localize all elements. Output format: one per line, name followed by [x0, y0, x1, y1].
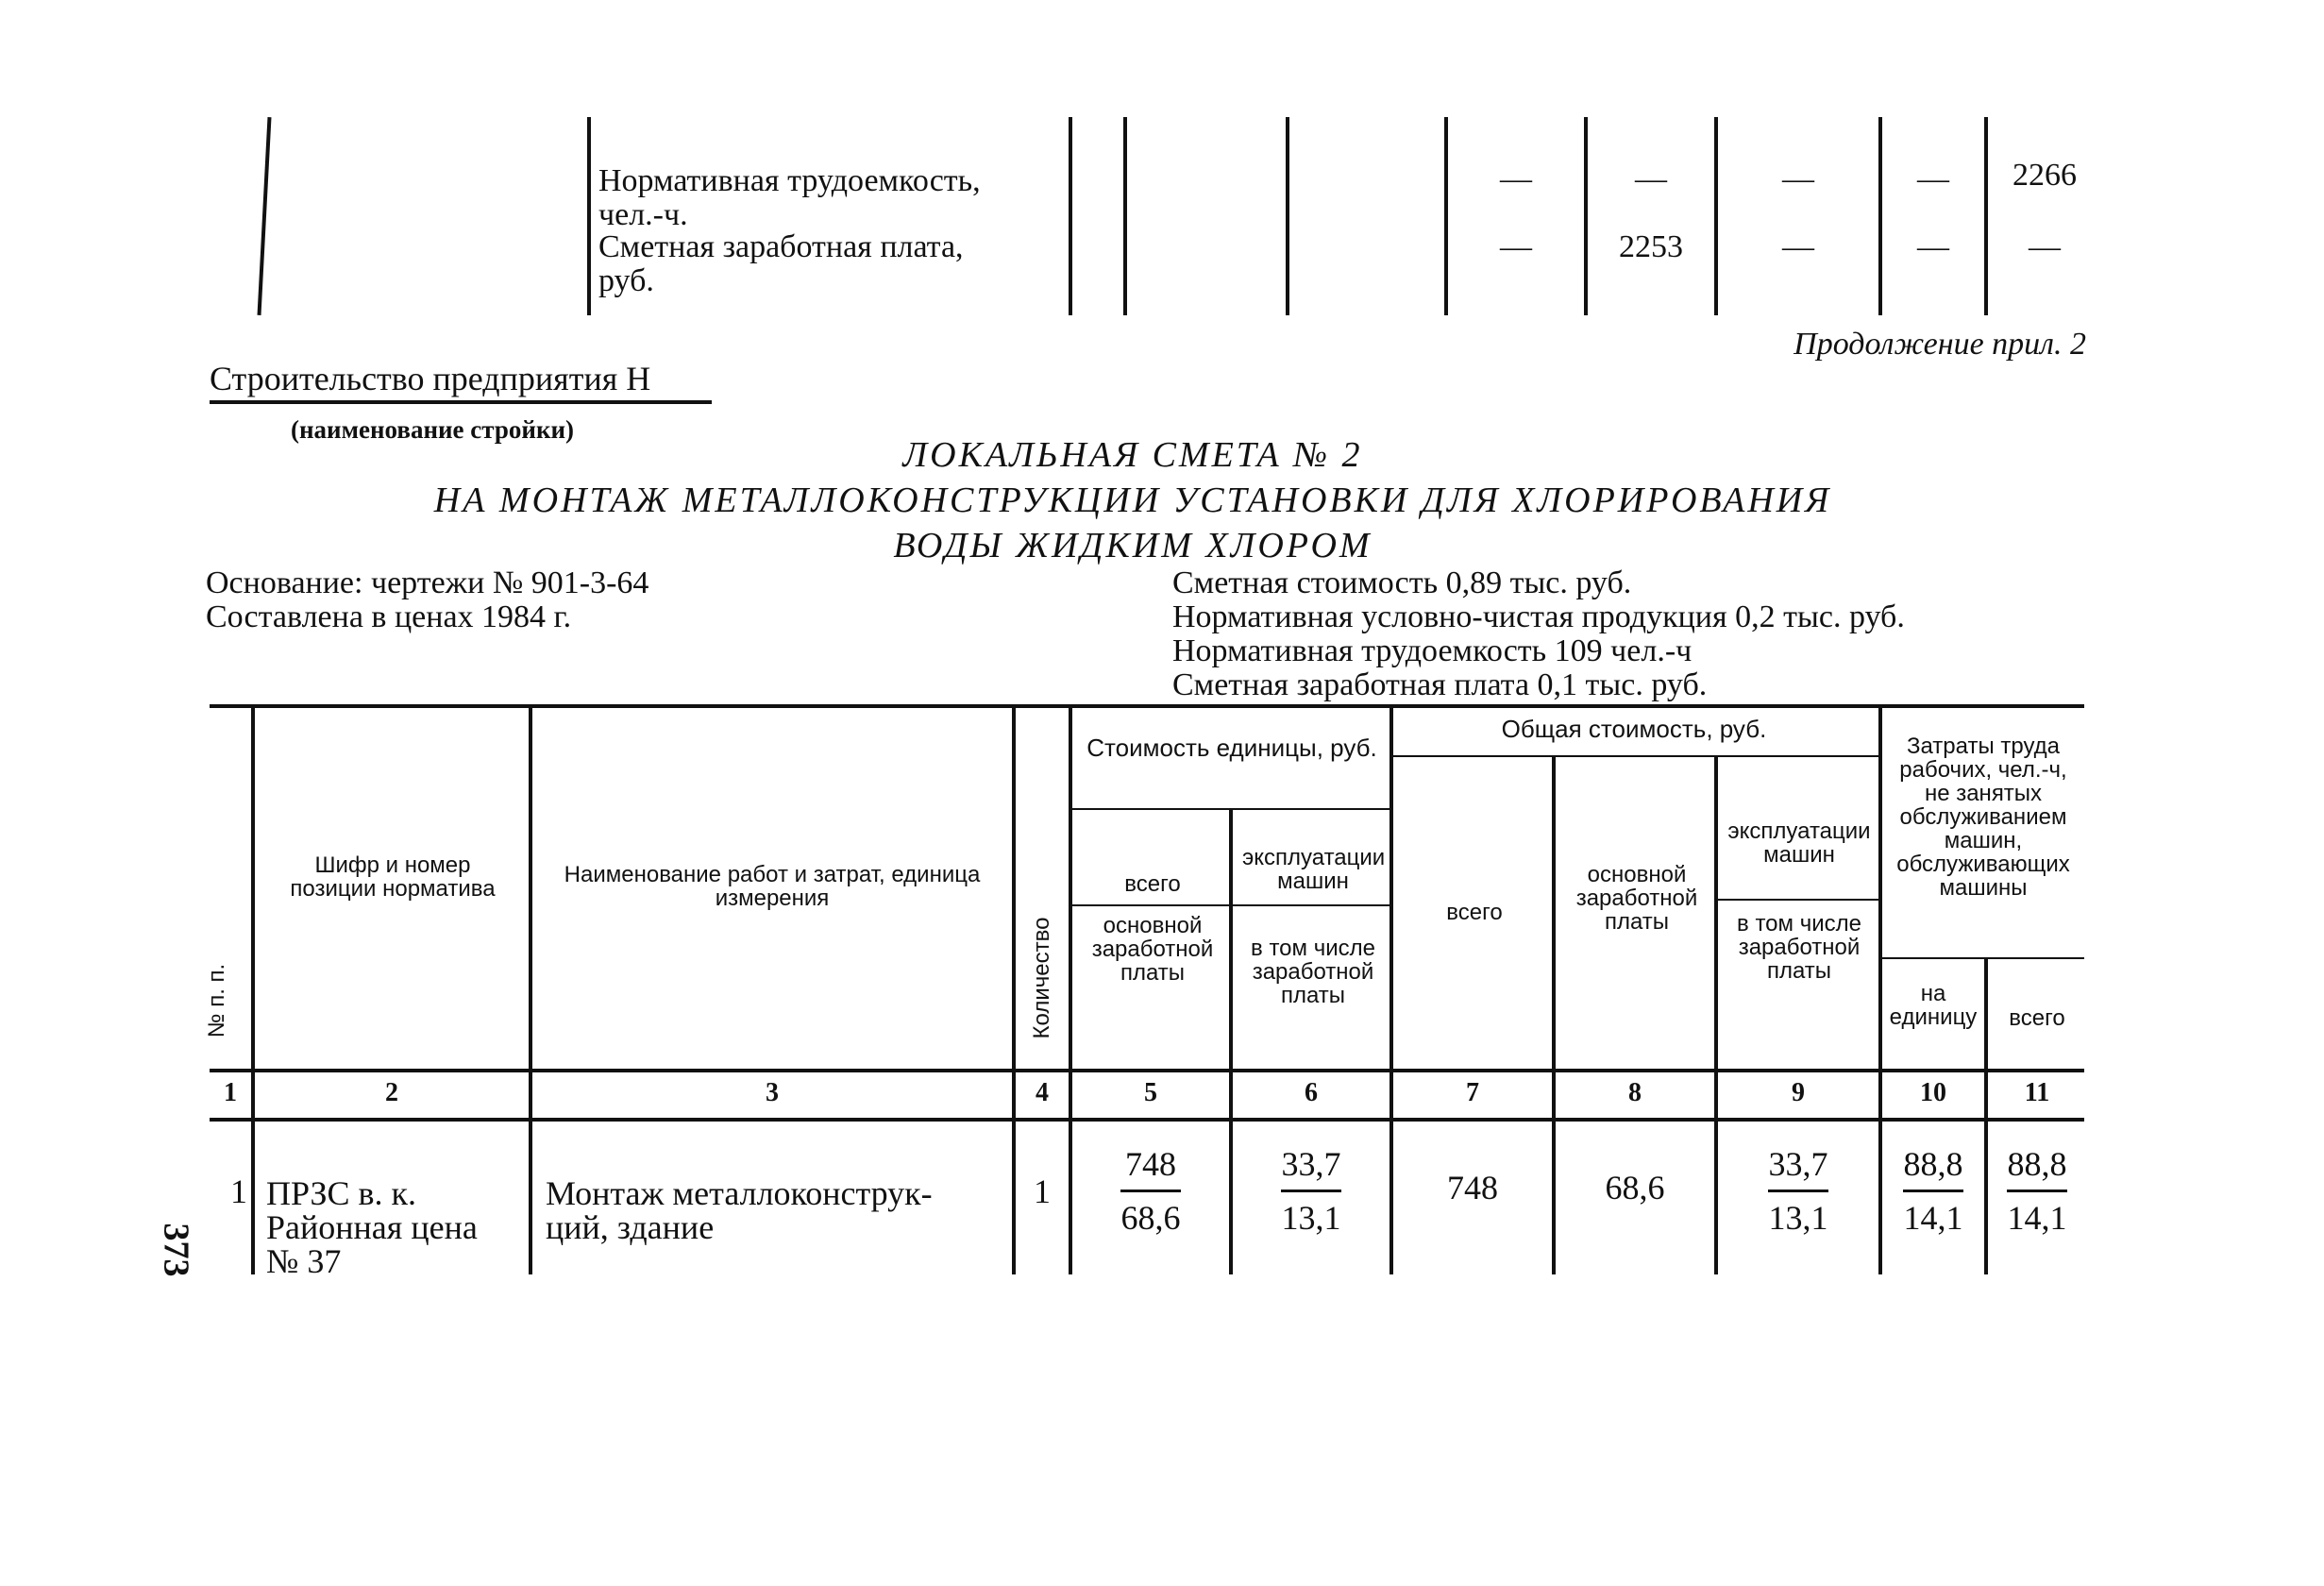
- estimate-subtitle: НА МОНТАЖ МЕТАЛЛОКОНСТРУКЦИИ УСТАНОВКИ ДЛЯ ХЛОРИРОВАНИЯ: [433, 481, 1832, 520]
- column-number: 8: [1628, 1078, 1642, 1107]
- fragment-row1-c7: —: [1500, 161, 1532, 196]
- column-number: 7: [1466, 1078, 1479, 1107]
- header-col1: № п. п.: [204, 963, 229, 1038]
- header-labor-total: всего: [2009, 1005, 2065, 1031]
- fragment-row1-c9: —: [1782, 161, 1814, 196]
- fragment-border: [1984, 117, 1988, 315]
- estimate-title: ЛОКАЛЬНАЯ СМЕТА № 2: [902, 435, 1363, 475]
- row-unit-cost-machines: 33,7 13,1: [1281, 1145, 1341, 1237]
- fragment-border: [1714, 117, 1718, 315]
- fragment-row2-c11: —: [2029, 229, 2061, 264]
- header-total-all: всего: [1446, 900, 1503, 925]
- fragment-row1-c11: 2266: [2012, 158, 2077, 193]
- row-work-name: Монтаж металлоконструк- ций, здание: [546, 1174, 933, 1246]
- header-unit-total: всего: [1124, 871, 1181, 897]
- total-cost-divider: [1393, 755, 1878, 757]
- continuation-note: Продолжение прил. 2: [1794, 327, 2086, 362]
- row-number: 1: [230, 1173, 247, 1210]
- column-number: 3: [766, 1078, 779, 1107]
- table-top-border: [210, 704, 2084, 708]
- header-total-machines: эксплуатации машин: [1727, 818, 1871, 868]
- column-number: 5: [1144, 1078, 1157, 1107]
- fragment-row2-c8: 2253: [1619, 229, 1683, 264]
- header-labor-unit: на единицу: [1889, 981, 1978, 1030]
- project-caption: (наименование стройки): [291, 415, 575, 444]
- header-total-cost: Общая стоимость, руб.: [1501, 715, 1767, 743]
- row-total-all: 748: [1447, 1169, 1498, 1206]
- meta-product: Нормативная условно-чистая продукция 0,2 тыс. руб.: [1172, 599, 1905, 634]
- fragment-border: [1878, 117, 1882, 315]
- column-number: 9: [1792, 1078, 1805, 1107]
- fragment-row2-label: Сметная заработная плата, руб.: [598, 229, 964, 298]
- header-col4: Количество: [1029, 917, 1054, 1039]
- project-name: Строительство предприятия Н: [210, 359, 712, 404]
- fragment-border: [1069, 117, 1072, 315]
- meta-wages: Сметная заработная плата 0,1 тыс. руб.: [1172, 667, 1708, 702]
- header-unit-machines-wage: в том числе заработной платы: [1251, 936, 1375, 1008]
- meta-cost: Сметная стоимость 0,89 тыс. руб.: [1172, 565, 1632, 600]
- header-labor: Затраты труда рабочих, чел.-ч, не занятых обслуживанием машин, обслуживающих машины: [1896, 734, 2070, 901]
- estimate-subtitle-2: ВОДЫ ЖИДКИМ ХЛОРОМ: [893, 526, 1373, 565]
- fragment-row2-c9: —: [1782, 229, 1814, 264]
- fragment-row1-c8: —: [1635, 161, 1667, 196]
- labor-sub-divider: [1882, 957, 2084, 959]
- table-header-bottom: [210, 1069, 2084, 1072]
- meta-labor: Нормативная трудоемкость 109 чел.-ч: [1172, 633, 1692, 668]
- col-border: [251, 708, 255, 1274]
- header-unit-wage: основной заработной платы: [1091, 913, 1214, 986]
- header-total-wage: основной заработной платы: [1575, 862, 1698, 935]
- header-unit-machines: эксплуатации машин: [1242, 845, 1386, 894]
- page-number: 373: [156, 1223, 196, 1277]
- fragment-border: [1584, 117, 1588, 315]
- fragment-row2-c10: —: [1917, 229, 1949, 264]
- row-total-wage: 68,6: [1605, 1169, 1665, 1206]
- meta-right: [1172, 566, 1905, 702]
- header-unit-cost: Стоимость единицы, руб.: [1086, 734, 1377, 762]
- column-number: 2: [385, 1078, 398, 1107]
- row-total-machines: 33,7 13,1: [1768, 1145, 1828, 1237]
- fragment-border: [1123, 117, 1127, 315]
- meta-prices: Составлена в ценах 1984 г.: [206, 599, 572, 634]
- column-number: 11: [2024, 1078, 2050, 1107]
- row-labor-unit: 88,8 14,1: [1903, 1145, 1963, 1237]
- column-number: 6: [1305, 1078, 1318, 1107]
- row-quantity: 1: [1034, 1173, 1051, 1210]
- fragment-border: [1286, 117, 1289, 315]
- fragment-border: [587, 117, 591, 315]
- table-colnum-bottom: [210, 1118, 2084, 1122]
- fragment-row1-c10: —: [1917, 161, 1949, 196]
- header-col3: Наименование работ и затрат, единица измерения: [564, 862, 981, 911]
- fragment-border-left: [258, 117, 272, 315]
- meta-basis: Основание: чертежи № 901-3-64: [206, 565, 649, 600]
- meta-left: [206, 566, 648, 634]
- header-col2: Шифр и номер позиции норматива: [290, 852, 496, 902]
- total-sub-divider: [1718, 899, 1878, 901]
- fragment-border: [1444, 117, 1448, 315]
- column-number: 10: [1920, 1078, 1946, 1107]
- row-code: ПРЗС в. к. Районная цена № 37: [266, 1174, 478, 1280]
- fragment-row1-label: Нормативная трудоемкость, чел.-ч.: [598, 163, 981, 232]
- column-number: 4: [1036, 1078, 1049, 1107]
- fragment-row2-c7: —: [1500, 229, 1532, 264]
- col-border: [529, 708, 532, 1274]
- column-number: 1: [224, 1078, 237, 1107]
- row-unit-cost-total: 748 68,6: [1120, 1145, 1181, 1237]
- row-labor-total: 88,8 14,1: [2007, 1145, 2067, 1237]
- header-total-machines-wage: в том числе заработной платы: [1737, 911, 1861, 984]
